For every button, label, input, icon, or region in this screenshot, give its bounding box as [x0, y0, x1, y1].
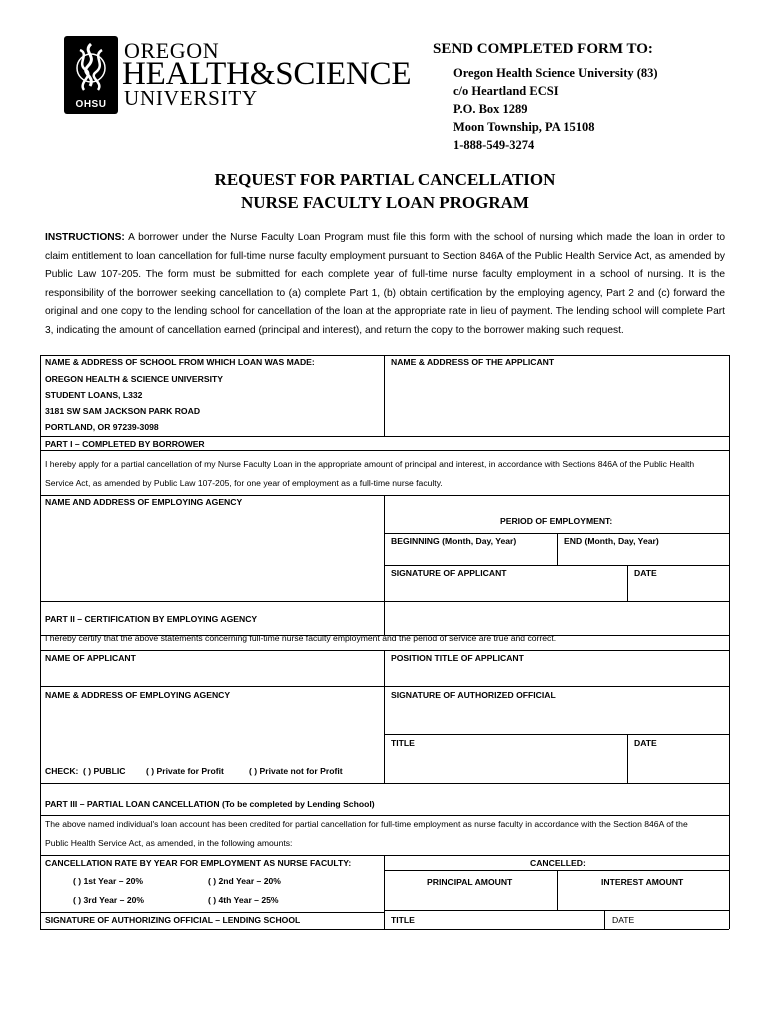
logo-text-health-science: HEALTH&SCIENCE	[122, 56, 412, 92]
send-to-heading: SEND COMPLETED FORM TO:	[433, 41, 653, 57]
end-date-label: END (Month, Day, Year)	[564, 536, 659, 546]
logo-badge-text: OHSU	[75, 99, 107, 110]
official-title-label: TITLE	[391, 738, 415, 748]
part3-statement: Public Health Service Act, as amended, in the following amounts:	[45, 838, 293, 848]
part3-statement: The above named individual's loan account has been credited for partial cancellation for full-time employment as nurse faculty in accordance with the Section 846A of the	[45, 819, 688, 829]
applicant-signature-field[interactable]	[386, 579, 625, 600]
principal-amount-label: PRINCIPAL AMOUNT	[427, 877, 513, 887]
part3-heading: PART III – PARTIAL LOAN CANCELLATION (To be completed by Lending School)	[45, 799, 375, 809]
period-of-employment-label: PERIOD OF EMPLOYMENT:	[500, 516, 613, 526]
part2-agency-field[interactable]	[42, 702, 382, 760]
cancelled-label: CANCELLED:	[530, 858, 586, 868]
form-title: REQUEST FOR PARTIAL CANCELLATION	[214, 170, 556, 189]
year1-checkbox[interactable]: ( ) 1st Year – 20%	[73, 876, 144, 886]
lending-date-label: DATE	[612, 915, 635, 925]
school-address-line: PORTLAND, OR 97239-3098	[45, 422, 159, 432]
part1-statement: Service Act, as amended by Public Law 107-205, for one year of employment as a full-time nurse faculty.	[45, 478, 443, 488]
form-subtitle: NURSE FACULTY LOAN PROGRAM	[241, 193, 529, 212]
applicant-address-label: NAME & ADDRESS OF THE APPLICANT	[391, 357, 555, 367]
school-address-label: NAME & ADDRESS OF SCHOOL FROM WHICH LOAN WAS MADE:	[45, 357, 315, 367]
employing-agency-field[interactable]	[42, 509, 382, 600]
private-for-profit-checkbox[interactable]: ( ) Private for Profit	[146, 766, 224, 776]
official-date-field[interactable]	[629, 750, 727, 782]
send-to-line: Oregon Health Science University (83)	[453, 66, 658, 80]
part2-heading: PART II – CERTIFICATION BY EMPLOYING AGENCY	[45, 614, 258, 624]
official-title-field[interactable]	[386, 750, 625, 782]
applicant-name-field[interactable]	[42, 665, 382, 685]
flame-emblem-icon	[68, 40, 114, 96]
position-title-field[interactable]	[386, 665, 728, 685]
beginning-date-field[interactable]	[386, 547, 555, 564]
part1-heading: PART I – COMPLETED BY BORROWER	[45, 439, 205, 449]
end-date-field[interactable]	[559, 547, 727, 564]
applicant-signature-date-field[interactable]	[629, 579, 727, 600]
check-label: CHECK:	[45, 766, 79, 776]
public-checkbox[interactable]: ( ) PUBLIC	[83, 766, 126, 776]
year4-checkbox[interactable]: ( ) 4th Year – 25%	[208, 895, 279, 905]
position-title-label: POSITION TITLE OF APPLICANT	[391, 653, 524, 663]
principal-amount-field[interactable]	[386, 889, 555, 909]
applicant-address-field[interactable]	[386, 369, 728, 435]
authorized-signature-label: SIGNATURE OF AUTHORIZED OFFICIAL	[391, 690, 556, 700]
logo-text-university: UNIVERSITY	[124, 86, 258, 110]
applicant-date-label: DATE	[634, 568, 657, 578]
interest-amount-label: INTEREST AMOUNT	[601, 877, 684, 887]
cancellation-rate-label: CANCELLATION RATE BY YEAR FOR EMPLOYMENT AS NURSE FACULTY:	[45, 858, 352, 868]
beginning-date-label: BEGINNING (Month, Day, Year)	[391, 536, 517, 546]
send-to-line: 1-888-549-3274	[453, 138, 535, 152]
official-date-label: DATE	[634, 738, 657, 748]
send-to-line: Moon Township, PA 15108	[453, 120, 595, 134]
part1-statement: I hereby apply for a partial cancellation of my Nurse Faculty Loan in the appropriate amount of principal and interest, in accordance with Sections 846A of the Public Health	[45, 459, 695, 469]
employing-agency-label: NAME AND ADDRESS OF EMPLOYING AGENCY	[45, 497, 243, 507]
applicant-signature-label: SIGNATURE OF APPLICANT	[391, 568, 507, 578]
instructions-label: INSTRUCTIONS:	[45, 232, 125, 243]
year2-checkbox[interactable]: ( ) 2nd Year – 20%	[208, 876, 281, 886]
instructions-paragraph	[45, 229, 725, 341]
year3-checkbox[interactable]: ( ) 3rd Year – 20%	[73, 895, 145, 905]
part2-statement: I hereby certify that the above statements concerning full-time nurse faculty employment and the period of service are true and correct.	[45, 633, 557, 643]
ohsu-badge-icon	[64, 36, 118, 114]
lending-title-label: TITLE	[391, 915, 415, 925]
logo-text-oregon: OREGON	[124, 38, 220, 63]
school-address-line: STUDENT LOANS, L332	[45, 390, 143, 400]
part2-agency-label: NAME & ADDRESS OF EMPLOYING AGENCY	[45, 690, 231, 700]
send-to-line: c/o Heartland ECSI	[453, 84, 559, 98]
ohsu-logo	[64, 36, 412, 114]
private-not-for-profit-checkbox[interactable]: ( ) Private not for Profit	[249, 766, 343, 776]
send-to-line: P.O. Box 1289	[453, 102, 528, 116]
authorized-signature-field[interactable]	[386, 702, 728, 733]
school-name: OREGON HEALTH & SCIENCE UNIVERSITY	[45, 374, 223, 384]
interest-amount-field[interactable]	[559, 889, 727, 909]
lending-school-signature-label: SIGNATURE OF AUTHORIZING OFFICIAL – LENDING SCHOOL	[45, 915, 301, 925]
applicant-name-label: NAME OF APPLICANT	[45, 653, 136, 663]
school-address-line: 3181 SW SAM JACKSON PARK ROAD	[45, 406, 201, 416]
instructions-text: A borrower under the Nurse Faculty Loan Program must file this form with the school of nursing which made the loan in order to claim entitlement to loan cancellation for full-time nurse faculty employment pursuant to Section 846A of the Public Health Service Act, as amended by Public Law 107-205. The form must be submitted for each complete year of full-time nurse faculty employment in a school of nursing. It is the responsibility of the borrower seeking cancellation to (a) complete Part 1, (b) obtain certification by the employing agency, Part 2 and (c) forward the original and one copy to the lending school for cancellation of the loan at the appropriate rate in lieu of payment. The lending school will complete Part 3, indicating the amount of cancellation earned (principal and interest), and return the copy to the borrower making such request.	[45, 232, 725, 336]
